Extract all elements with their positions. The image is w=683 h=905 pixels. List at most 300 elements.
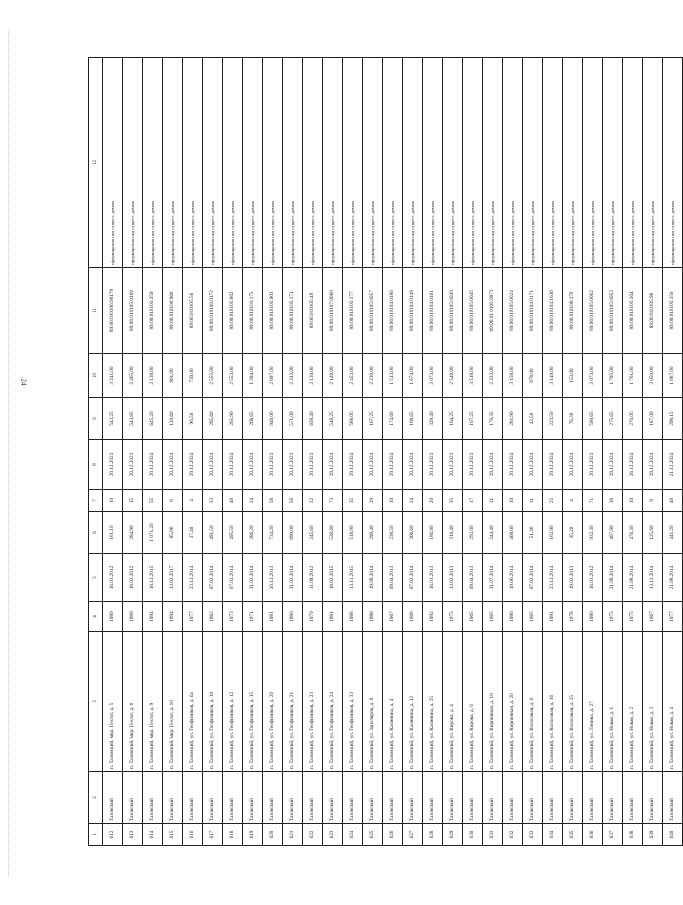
year-cell: 1988 — [343, 602, 363, 632]
residents-cell: 11 — [523, 490, 543, 512]
deadline-cell: 20.12.2023 — [463, 440, 483, 490]
year-cell: 1965 — [523, 602, 543, 632]
deadline-cell: 20.12.2024 — [163, 440, 183, 490]
district-cell: Тазовский — [143, 772, 163, 824]
district-cell: Тазовский — [263, 772, 283, 824]
year-cell: 1968 — [403, 602, 423, 632]
date-cell: 07.02.2014 — [523, 554, 543, 602]
status-cell: сформирован под сущест. домом — [203, 58, 223, 268]
row-number: 616 — [183, 824, 203, 846]
plot-area-cell: 2 465,00 — [123, 354, 143, 398]
table-row — [443, 58, 463, 846]
date-cell: 09.04.2013 — [463, 554, 483, 602]
cadastral-number-cell: 89:06:010107:0060 — [323, 268, 343, 354]
address-cell: п. Тазовский, ул. Кирова, д. 6 — [463, 632, 483, 772]
status-cell: сформирован под сущест. домом — [163, 58, 183, 268]
residents-cell: 15 — [123, 490, 143, 512]
area-cell: 1 071,20 — [143, 512, 163, 554]
address-cell: п. Тазовский, ул. Геофизиков, д. 33 — [343, 632, 363, 772]
deadline-cell: 20.12.2024 — [203, 440, 223, 490]
date-cell: 13.11.2015 — [343, 554, 363, 602]
cadastral-number-cell: 89:06:010101:175 — [243, 268, 263, 354]
date-cell: 07.02.2014 — [403, 554, 423, 602]
residents-cell: 4 — [563, 490, 583, 512]
year-cell: 1981 — [323, 602, 343, 632]
plot-area-cell: 1 513,00 — [383, 354, 403, 398]
status-cell: сформирован под сущест. домом — [443, 58, 463, 268]
plot-area-cell: 3 050,00 — [643, 354, 663, 398]
row-number: 639 — [643, 824, 663, 846]
district-cell: Тазовский — [283, 772, 303, 824]
land-area-cell: 275,65 — [603, 398, 623, 440]
row-number: 640 — [663, 824, 683, 846]
land-area-cell: 571,00 — [283, 398, 303, 440]
district-cell: Тазовский — [343, 772, 363, 824]
land-area-cell: 174,60 — [383, 398, 403, 440]
area-cell: 386,20 — [243, 512, 263, 554]
land-area-cell: 590,65 — [583, 398, 603, 440]
land-area-cell: 96,50 — [183, 398, 203, 440]
address-cell: п. Тазовский, ул. Геофизиков, д. 10 — [203, 632, 223, 772]
row-number: 615 — [163, 824, 183, 846]
page-number: 24 — [19, 378, 28, 386]
cadastral-number-cell: 89:06:010105:0169 — [123, 268, 143, 354]
row-number: 614 — [143, 824, 163, 846]
cadastral-number-cell: 89:06:010106:270 — [563, 268, 583, 354]
address-cell: п. Тазовский, мкр. Геолог, д. 6 — [123, 632, 143, 772]
table-row — [223, 58, 243, 846]
row-number: 624 — [343, 824, 363, 846]
status-cell: сформирован под сущест. домом — [463, 58, 483, 268]
year-cell: 1989 — [123, 602, 143, 632]
date-cell: 07.02.2014 — [223, 554, 243, 602]
row-number: 631 — [483, 824, 503, 846]
status-cell: сформирован под сущест. домом — [483, 58, 503, 268]
area-cell: 476,30 — [623, 512, 643, 554]
deadline-cell: 26.12.2024 — [623, 440, 643, 490]
land-area-cell: 543,85 — [123, 398, 143, 440]
residents-cell: 35 — [343, 490, 363, 512]
district-cell: Тазовский — [323, 772, 343, 824]
residents-cell: 24 — [243, 490, 263, 512]
date-cell: 13.02.2013 — [443, 554, 463, 602]
row-number: 628 — [423, 824, 443, 846]
year-cell: 1981 — [263, 602, 283, 632]
deadline-cell: 20.12.2023 — [303, 440, 323, 490]
plot-area-cell: 3 518,00 — [463, 354, 483, 398]
district-cell: Тазовский — [563, 772, 583, 824]
year-cell: 1992 — [423, 602, 443, 632]
deadline-cell: 20.12.2024 — [243, 440, 263, 490]
residents-cell: 56 — [283, 490, 303, 512]
residents-cell: 25 — [543, 490, 563, 512]
district-cell: Тазовский — [543, 772, 563, 824]
table-row — [603, 58, 623, 846]
cadastral-number-cell: 89:06:010105:0053 — [603, 268, 623, 354]
table-row — [103, 58, 123, 846]
column-header-12: 12 — [89, 58, 103, 268]
year-cell: 1977 — [663, 602, 683, 632]
year-cell: 1986 — [503, 602, 523, 632]
year-cell: 1982 — [203, 602, 223, 632]
status-cell: сформирован под сущест. домом — [103, 58, 123, 268]
year-cell: 1965 — [463, 602, 483, 632]
land-area-cell: 167,25 — [463, 398, 483, 440]
district-cell: Тазовский — [583, 772, 603, 824]
land-area-cell: 548,25 — [323, 398, 343, 440]
date-cell: 09.04.2013 — [383, 554, 403, 602]
row-number: 619 — [243, 824, 263, 846]
row-number: 630 — [463, 824, 483, 846]
plot-area-cell: 3 149,00 — [543, 354, 563, 398]
area-cell: 366,60 — [403, 512, 423, 554]
area-cell: 238,50 — [383, 512, 403, 554]
residents-cell: 30 — [503, 490, 523, 512]
residents-cell: 71 — [583, 490, 603, 512]
land-area-cell: 223,50 — [543, 398, 563, 440]
deadline-cell: 20.12.2023 — [263, 440, 283, 490]
cadastral-number-cell: 89:06:010105:862 — [223, 268, 243, 354]
date-cell: 16.03.2012 — [583, 554, 603, 602]
land-area-cell: 270,05 — [623, 398, 643, 440]
deadline-cell: 29.12.2024 — [483, 440, 503, 490]
address-cell: п. Тазовский, ул. Геофизиков, д. 21 — [283, 632, 303, 772]
row-number: 613 — [123, 824, 143, 846]
date-cell: 21.08.2014 — [623, 554, 643, 602]
row-number: 633 — [523, 824, 543, 846]
land-area-cell: 164,25 — [443, 398, 463, 440]
district-cell: Тазовский — [363, 772, 383, 824]
housing-register-table — [88, 57, 683, 846]
deadline-cell: 20.12.2024 — [563, 440, 583, 490]
status-cell: сформирован под сущест. домом — [303, 58, 323, 268]
residents-cell: 73 — [323, 490, 343, 512]
residents-cell: 20 — [423, 490, 443, 512]
column-header-3: 3 — [89, 632, 103, 772]
district-cell: Тазовский — [203, 772, 223, 824]
address-cell: п. Тазовский, мкр. Геолог, д. 5 — [103, 632, 123, 772]
table-row — [123, 58, 143, 846]
district-cell: Тазовский — [603, 772, 623, 824]
area-cell: 495,50 — [223, 512, 243, 554]
cadastral-number-cell: 89:06:010104:1636 — [543, 268, 563, 354]
table-row — [643, 58, 663, 846]
residents-cell: 48 — [663, 490, 683, 512]
residents-cell: 31 — [483, 490, 503, 512]
area-cell: 85,06 — [163, 512, 183, 554]
cadastral-number-cell: 89:06:010105:56 — [183, 268, 203, 354]
plot-area-cell: 678,00 — [523, 354, 543, 398]
table-row — [263, 58, 283, 846]
land-area-cell: 120,60 — [163, 398, 183, 440]
cadastral-number-cell: 89:06:010104:0171 — [523, 268, 543, 354]
residents-cell: 17 — [463, 490, 483, 512]
deadline-cell: 29.12.2024 — [183, 440, 203, 490]
status-cell: сформирован под сущест. домом — [403, 58, 423, 268]
header-row — [89, 58, 103, 846]
area-cell: 244,40 — [483, 512, 503, 554]
land-area-cell: 281,90 — [503, 398, 523, 440]
plot-area-cell: 2 138,00 — [143, 354, 163, 398]
cadastral-number-cell: 89:06:010105:150 — [663, 268, 683, 354]
cadastral-number-cell: 89:06:010105:903 — [263, 268, 283, 354]
date-cell: 23.12.2014 — [543, 554, 563, 602]
address-cell: п. Тазовский, ул. Калинина, д. 25 — [423, 632, 443, 772]
row-number: 626 — [383, 824, 403, 846]
area-cell: 468,00 — [503, 512, 523, 554]
district-cell: Тазовский — [383, 772, 403, 824]
deadline-cell: 29.12.2024 — [543, 440, 563, 490]
table-row — [343, 58, 363, 846]
land-area-cell: 168,65 — [403, 398, 423, 440]
year-cell: 1979 — [303, 602, 323, 632]
area-cell: 245,60 — [303, 512, 323, 554]
plot-area-cell: 2 243,00 — [283, 354, 303, 398]
address-cell: п. Тазовский, мкр. Геолог, д. 10 — [163, 632, 183, 772]
plot-area-cell: 3 073,00 — [423, 354, 443, 398]
cadastral-number-cell: 89:06:010106:960 — [163, 268, 183, 354]
status-cell: сформирован под сущест. домом — [503, 58, 523, 268]
table-row — [483, 58, 503, 846]
land-area-cell: 179,35 — [483, 398, 503, 440]
cadastral-number-cell: 89:06:010105:359 — [143, 268, 163, 354]
status-cell: сформирован под сущест. домом — [583, 58, 603, 268]
row-number: 622 — [303, 824, 323, 846]
district-cell: Тазовский — [123, 772, 143, 824]
status-cell: сформирован под сущест. домом — [643, 58, 663, 268]
district-cell: Тазовский — [403, 772, 423, 824]
residents-cell: 30 — [383, 490, 403, 512]
date-cell: 16.03.2012 — [103, 554, 123, 602]
row-number: 636 — [583, 824, 603, 846]
column-header-10: 10 — [89, 354, 103, 398]
land-area-cell: 285,60 — [203, 398, 223, 440]
status-cell: сформирован под сущест. домом — [663, 58, 683, 268]
area-cell: 35,20 — [563, 512, 583, 554]
cadastral-number-cell: 89:06:010104:0161 — [423, 268, 443, 354]
table-row — [583, 58, 603, 846]
land-area-cell: 42,50 — [523, 398, 543, 440]
column-header-5: 5 — [89, 554, 103, 602]
address-cell: п. Тазовский, ул. Новая, д. 1 — [603, 632, 623, 772]
row-number: 618 — [223, 824, 243, 846]
cadastral-number-cell: 89:06:010105:0024 — [503, 268, 523, 354]
deadline-cell: 20.12.2024 — [523, 440, 543, 490]
plot-area-cell: 1 674,00 — [403, 354, 423, 398]
residents-cell: 48 — [223, 490, 243, 512]
cadastral-number-cell: 89:06:010105:164 — [623, 268, 643, 354]
row-number: 620 — [263, 824, 283, 846]
address-cell: п. Тазовский, ул. Заполяров, д. 8 — [363, 632, 383, 772]
deadline-cell: 20.12.2024 — [403, 440, 423, 490]
year-cell: 1994 — [163, 602, 183, 632]
cadastral-number-cell: 89:06:010105:0045 — [463, 268, 483, 354]
year-cell: 1977 — [183, 602, 203, 632]
table-row — [183, 58, 203, 846]
year-cell: 1980 — [283, 602, 303, 632]
date-cell: 31.07.2014 — [483, 554, 503, 602]
district-cell: Тазовский — [223, 772, 243, 824]
status-cell: сформирован под сущест. домом — [383, 58, 403, 268]
date-cell: 20.12.2013 — [263, 554, 283, 602]
area-cell: 162,90 — [543, 512, 563, 554]
deadline-cell: 20.12.2023 — [103, 440, 123, 490]
land-area-cell: 645,20 — [143, 398, 163, 440]
status-cell: сформирован под сущест. домом — [343, 58, 363, 268]
date-cell: 13.02.2017 — [163, 554, 183, 602]
column-header-8: 8 — [89, 440, 103, 490]
status-cell: сформирован под сущест. домом — [223, 58, 243, 268]
table-row — [523, 58, 543, 846]
district-cell: Тазовский — [663, 772, 683, 824]
address-cell: п. Тазовский, ул. Калинина, д. 12 — [403, 632, 423, 772]
status-cell: сформирован под сущест. домом — [243, 58, 263, 268]
status-cell: сформирован под сущест. домом — [143, 58, 163, 268]
residents-cell: 9 — [643, 490, 663, 512]
row-number: 623 — [323, 824, 343, 846]
residents-cell: 10 — [103, 490, 123, 512]
year-cell: 1978 — [563, 602, 583, 632]
column-header-9: 9 — [89, 398, 103, 440]
table-row — [383, 58, 403, 846]
date-cell: 16.01.2013 — [423, 554, 443, 602]
table-row — [203, 58, 223, 846]
plot-area-cell: 1 394,00 — [243, 354, 263, 398]
plot-area-cell: 2 553,00 — [223, 354, 243, 398]
land-area-cell: 268,65 — [243, 398, 263, 440]
area-cell: 186,90 — [423, 512, 443, 554]
district-cell: Тазовский — [503, 772, 523, 824]
column-header-4: 4 — [89, 602, 103, 632]
year-cell: 1975 — [603, 602, 623, 632]
row-number: 612 — [103, 824, 123, 846]
cadastral-number-cell: 89:06:010104:0186 — [383, 268, 403, 354]
plot-area-cell: 2 452,00 — [343, 354, 363, 398]
district-cell: Тазовский — [163, 772, 183, 824]
cadastral-number-cell: 89:06:010104:0149 — [403, 268, 423, 354]
deadline-cell: 20.12.2024 — [363, 440, 383, 490]
land-area-cell: 261,90 — [223, 398, 243, 440]
cadastral-number-cell: 89:06:010105:0057 — [363, 268, 383, 354]
area-cell: 407,90 — [603, 512, 623, 554]
cadastral-number-cell: 89:06:010105:0062 — [583, 268, 603, 354]
land-area-cell: 187,00 — [643, 398, 663, 440]
district-cell: Тазовский — [183, 772, 203, 824]
deadline-cell: 20.12.2023 — [123, 440, 143, 490]
deadline-cell: 20.12.2024 — [143, 440, 163, 490]
area-cell: 292,00 — [463, 512, 483, 554]
cadastral-number-cell: 89:06:010105:98 — [643, 268, 663, 354]
deadline-cell: 20.12.2024 — [503, 440, 523, 490]
date-cell: 31.03.2014 — [283, 554, 303, 602]
plot-area-cell: 739,00 — [183, 354, 203, 398]
date-cell: 13.11.2014 — [643, 554, 663, 602]
area-cell: 125,60 — [643, 512, 663, 554]
column-header-2: 2 — [89, 772, 103, 824]
date-cell: 19.08.2014 — [363, 554, 383, 602]
date-cell: 31.03.2014 — [243, 554, 263, 602]
district-cell: Тазовский — [243, 772, 263, 824]
area-cell: 932,30 — [583, 512, 603, 554]
row-number: 638 — [623, 824, 643, 846]
cadastral-number-cell: 89:06:010105:0030 — [443, 268, 463, 354]
date-cell: 16.03.2012 — [123, 554, 143, 602]
residents-cell: 24 — [403, 490, 423, 512]
table-body — [103, 58, 683, 846]
deadline-cell: 20.12.2023 — [423, 440, 443, 490]
residents-cell: 58 — [263, 490, 283, 512]
deadline-cell: 29.12.2024 — [323, 440, 343, 490]
date-cell: 23.12.2014 — [183, 554, 203, 602]
status-cell: сформирован под сущест. домом — [283, 58, 303, 268]
date-cell: 11.09.2012 — [303, 554, 323, 602]
land-area-cell: 167,25 — [363, 398, 383, 440]
cadastral-number-cell: 89:06:010105:171 — [283, 268, 303, 354]
plot-area-cell: 2 130,00 — [303, 354, 323, 398]
deadline-cell: 29.12.2024 — [643, 440, 663, 490]
residents-cell: 4 — [183, 490, 203, 512]
row-number: 627 — [403, 824, 423, 846]
column-header-7: 7 — [89, 490, 103, 512]
date-cell: 18.12.2015 — [143, 554, 163, 602]
status-cell: сформирован под сущест. домом — [183, 58, 203, 268]
table-row — [463, 58, 483, 846]
district-cell: Тазовский — [303, 772, 323, 824]
year-cell: 1980 — [583, 602, 603, 632]
year-cell: 1975 — [443, 602, 463, 632]
row-number: 617 — [203, 824, 223, 846]
area-cell: 441,20 — [663, 512, 683, 554]
address-cell: п. Тазовский, ул. Геофизиков, д. 23 — [303, 632, 323, 772]
address-cell: п. Тазовский, ул. Геофизиков, д. 12 — [223, 632, 243, 772]
land-area-cell: 76,30 — [563, 398, 583, 440]
plot-area-cell: 1 761,00 — [623, 354, 643, 398]
row-number: 634 — [543, 824, 563, 846]
status-cell: сформирован под сущест. домом — [323, 58, 343, 268]
deadline-cell: 21.12.2024 — [663, 440, 683, 490]
deadline-cell: 29.12.2024 — [343, 440, 363, 490]
deadline-cell: 20.12.2023 — [583, 440, 603, 490]
area-cell: 299,40 — [363, 512, 383, 554]
land-area-cell: 298,15 — [663, 398, 683, 440]
table-row — [163, 58, 183, 846]
table-row — [283, 58, 303, 846]
row-number: 629 — [443, 824, 463, 846]
date-cell: 21.08.2014 — [603, 554, 623, 602]
table-row — [363, 58, 383, 846]
row-number: 635 — [563, 824, 583, 846]
deadline-cell: 29.12.2024 — [383, 440, 403, 490]
plot-area-cell: 1 887,00 — [663, 354, 683, 398]
plot-area-cell: 901,00 — [163, 354, 183, 398]
district-cell: Тазовский — [463, 772, 483, 824]
address-cell: п. Тазовский, ул. Калинина, д. 4 — [383, 632, 403, 772]
address-cell: п. Тазовский, ул. Кирпичная, д. 10 — [483, 632, 503, 772]
address-cell: п. Тазовский, ул. Колхозная, д. 16 — [543, 632, 563, 772]
row-number: 637 — [603, 824, 623, 846]
address-cell: п. Тазовский, ул. Ленина, д. 27 — [583, 632, 603, 772]
area-cell: 51,36 — [523, 512, 543, 554]
rotated-table-frame — [88, 58, 675, 846]
table-row — [563, 58, 583, 846]
area-cell: 318,40 — [443, 512, 463, 554]
area-cell: 284,90 — [123, 512, 143, 554]
year-cell: 1967 — [643, 602, 663, 632]
district-cell: Тазовский — [423, 772, 443, 824]
land-area-cell: 588,05 — [343, 398, 363, 440]
year-cell: 1967 — [383, 602, 403, 632]
row-number: 621 — [283, 824, 303, 846]
